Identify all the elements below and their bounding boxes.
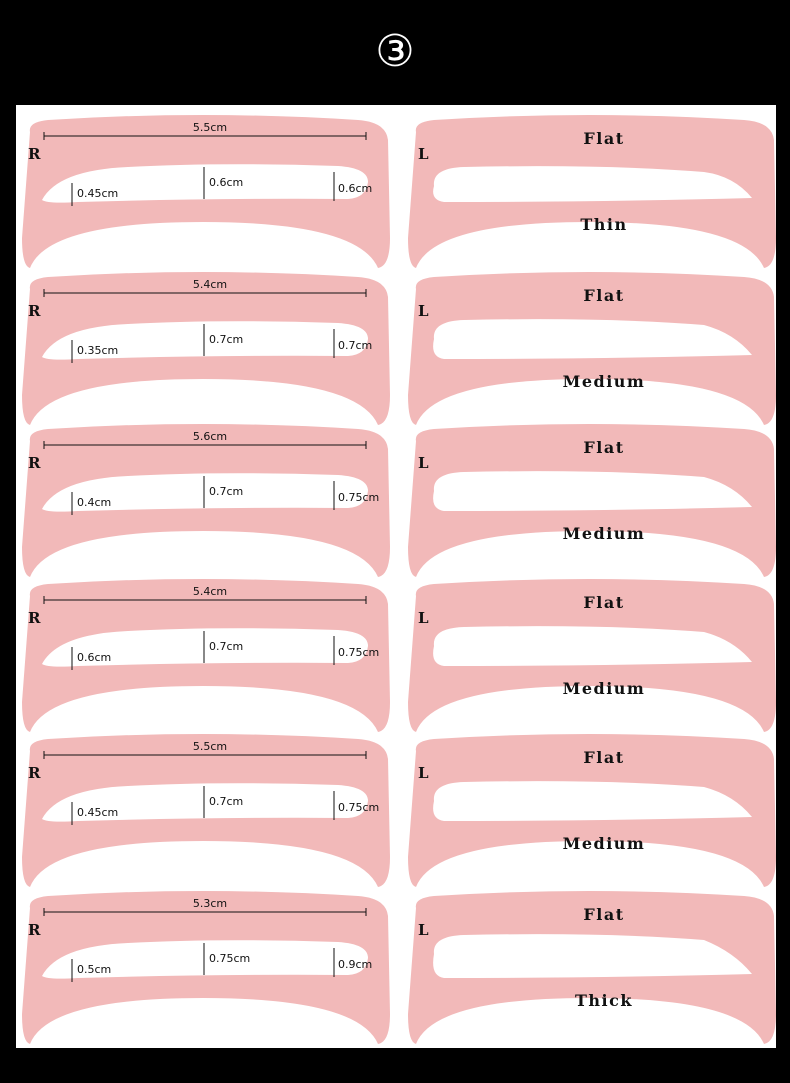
side-letter-l: L — [418, 454, 429, 472]
shape-style-label: Flat — [583, 905, 625, 924]
end-height-label: 0.75cm — [338, 491, 380, 504]
side-letter-l: L — [418, 145, 429, 163]
side-letter-r: R — [28, 302, 41, 320]
mid-height-label: 0.7cm — [209, 333, 244, 346]
side-letter-l: L — [418, 609, 429, 627]
start-height-label: 0.6cm — [77, 651, 112, 664]
shape-style-label: Flat — [583, 748, 625, 767]
left-brow-stencil — [408, 424, 776, 577]
mid-height-label: 0.7cm — [209, 795, 244, 808]
end-height-label: 0.6cm — [338, 182, 373, 195]
side-letter-l: L — [418, 921, 429, 939]
width-dimension-label: 5.6cm — [192, 430, 228, 443]
stencil-grid — [16, 105, 776, 1048]
left-brow-stencil — [408, 734, 776, 887]
width-dimension-label: 5.3cm — [192, 897, 228, 910]
width-dimension-label: 5.5cm — [192, 121, 228, 134]
side-letter-l: L — [418, 764, 429, 782]
start-height-label: 0.45cm — [77, 806, 119, 819]
page-title: ③ — [375, 26, 415, 77]
side-letter-r: R — [28, 921, 41, 939]
side-letter-r: R — [28, 145, 41, 163]
width-dimension-label: 5.4cm — [192, 585, 228, 598]
thickness-label: Thick — [575, 991, 633, 1010]
side-letter-r: R — [28, 609, 41, 627]
shape-style-label: Flat — [583, 593, 625, 612]
end-height-label: 0.7cm — [338, 339, 373, 352]
start-height-label: 0.35cm — [77, 344, 119, 357]
right-brow-stencil — [22, 424, 390, 577]
right-brow-stencil — [22, 579, 390, 732]
right-brow-stencil — [22, 734, 390, 887]
left-brow-stencil — [408, 272, 776, 425]
thickness-label: Medium — [562, 679, 646, 698]
shape-style-label: Flat — [583, 129, 625, 148]
thickness-label: Medium — [562, 372, 646, 391]
mid-height-label: 0.75cm — [209, 952, 251, 965]
side-letter-r: R — [28, 764, 41, 782]
end-height-label: 0.9cm — [338, 958, 373, 971]
thickness-label: Medium — [562, 524, 646, 543]
side-letter-l: L — [418, 302, 429, 320]
thickness-label: Medium — [562, 834, 646, 853]
mid-height-label: 0.6cm — [209, 176, 244, 189]
mid-height-label: 0.7cm — [209, 640, 244, 653]
right-brow-stencil — [22, 115, 390, 268]
right-brow-stencil — [22, 272, 390, 425]
end-height-label: 0.75cm — [338, 646, 380, 659]
right-brow-stencil — [22, 891, 390, 1044]
width-dimension-label: 5.4cm — [192, 278, 228, 291]
start-height-label: 0.4cm — [77, 496, 112, 509]
left-brow-stencil — [408, 579, 776, 732]
left-brow-stencil — [408, 891, 776, 1044]
side-letter-r: R — [28, 454, 41, 472]
width-dimension-label: 5.5cm — [192, 740, 228, 753]
mid-height-label: 0.7cm — [209, 485, 244, 498]
left-brow-stencil — [408, 115, 776, 268]
start-height-label: 0.45cm — [77, 187, 119, 200]
stencil-sheet — [16, 105, 776, 1048]
end-height-label: 0.75cm — [338, 801, 380, 814]
thickness-label: Thin — [580, 215, 628, 234]
shape-style-label: Flat — [583, 286, 625, 305]
start-height-label: 0.5cm — [77, 963, 112, 976]
shape-style-label: Flat — [583, 438, 625, 457]
